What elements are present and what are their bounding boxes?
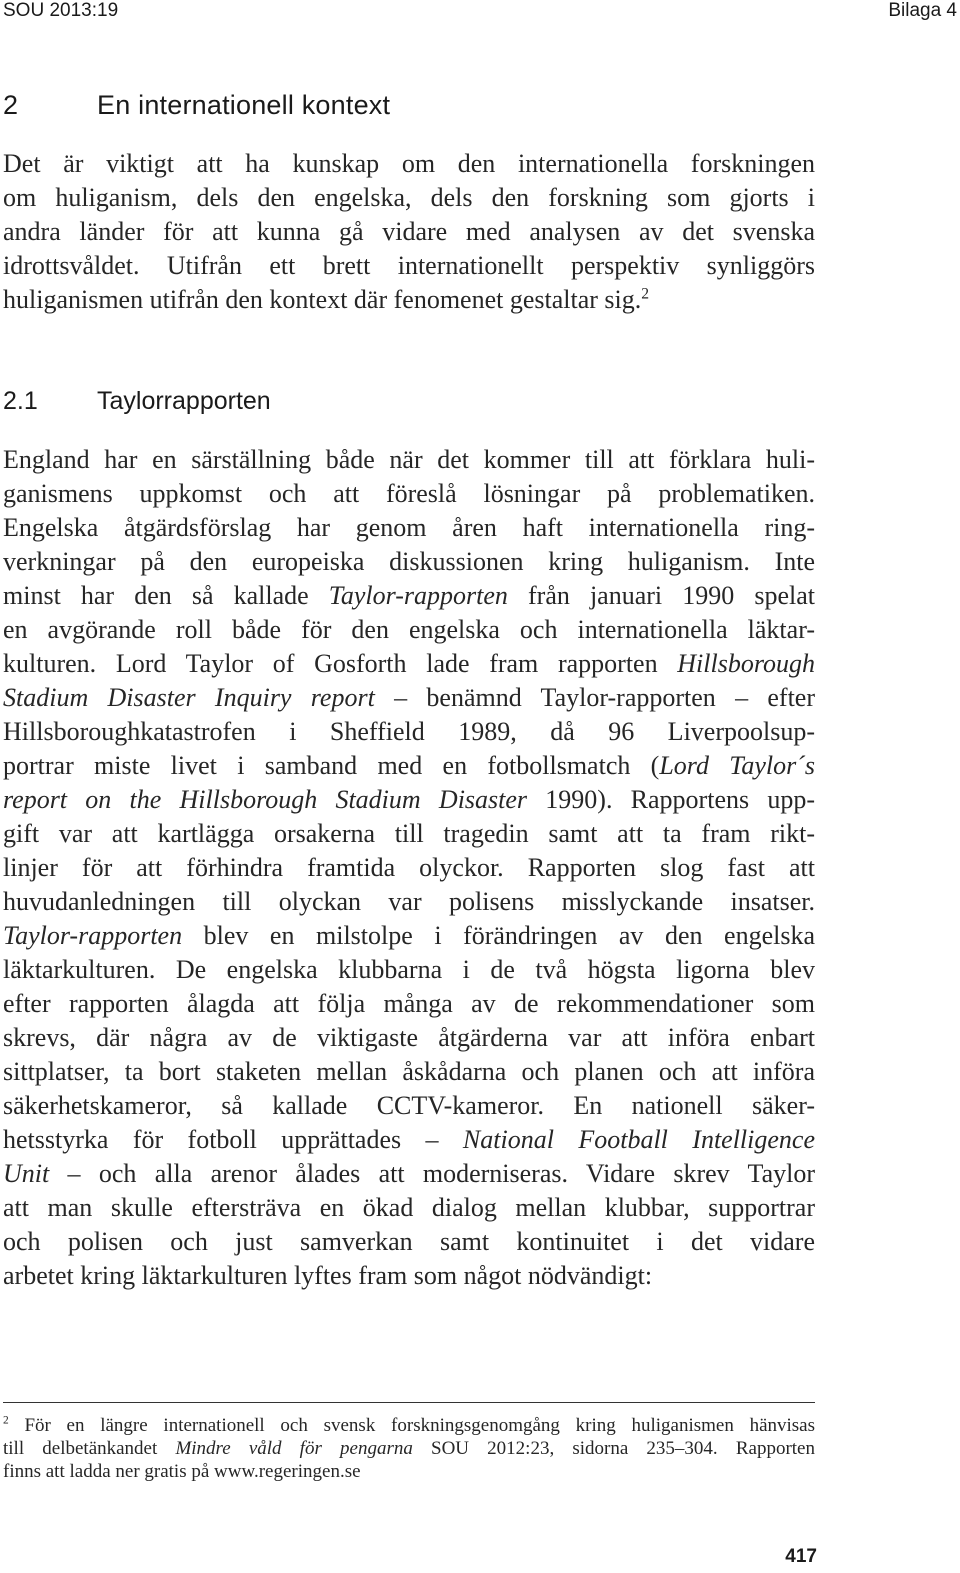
body-line: läktarkulturen. De engelska klubbarna i de två högsta ligorna blev [3, 955, 815, 984]
body-text: portrar miste livet i samband med en fotbollsmatch ( [3, 751, 660, 780]
intro-paragraph [3, 147, 815, 317]
section-number: 2.1 [3, 387, 38, 415]
body-line: ganismens uppkomst och att föreslå lösningar på problematiken. [3, 479, 815, 508]
chapter-heading [3, 88, 390, 122]
body-text: – och alla arenor ålades att moderniseras. Vidare skrev Taylor [49, 1159, 815, 1188]
footnote-text: För en längre internationell och svensk forskningsgenomgång kring huliganismen hänvisas [24, 1415, 815, 1436]
body-text: 1990). Rapportens upp- [527, 785, 815, 814]
body-line: England har en särställning både när det kommer till att förklara huli- [3, 445, 815, 474]
section-title: Taylorrapporten [97, 387, 271, 415]
footnote-reference[interactable]: 2 [641, 285, 650, 303]
body-line [3, 1123, 815, 1157]
body-line [3, 783, 815, 817]
report-title: Mindre våld för pengarna [175, 1438, 413, 1459]
footnote-line [3, 1437, 815, 1460]
body-line: sittplatser, ta bort staketen mellan åskådarna och planen och att införa [3, 1057, 815, 1086]
chapter-title: En internationell kontext [97, 90, 391, 120]
body-text: hetsstyrka för fotboll upprättades – [3, 1125, 463, 1154]
body-line: skrevs, där några av de viktigaste åtgärderna var att införa enbart [3, 1023, 815, 1052]
body-line: verkningar på den europeiska diskussionen kring huliganism. Inte [3, 547, 815, 576]
footnote-text: till delbetänkandet [3, 1438, 176, 1459]
body-text: – benämnd Taylor-rapporten – efter [374, 683, 815, 712]
body-text: minst har den så kallade [3, 581, 329, 610]
body-line [3, 749, 815, 783]
body-line: Engelska åtgärdsförslag har genom åren haft internationella ring- [3, 513, 815, 542]
body-paragraph [3, 443, 815, 1293]
body-line: säkerhetskameror, så kallade CCTV-kameror. En nationell säker- [3, 1091, 815, 1120]
body-line [3, 919, 815, 953]
body-line: och polisen och just samverkan samt kontinuitet i det vidare [3, 1227, 815, 1256]
body-line: linjer för att förhindra framtida olyckor. Rapporten slog fast att [3, 853, 815, 882]
intro-line: Det är viktigt att ha kunskap om den internationella forskningen [3, 149, 815, 178]
section-heading [3, 385, 271, 417]
page-number: 417 [785, 1546, 817, 1567]
body-line: huvudanledningen till olyckan var polisens misslyckande insatser. [3, 887, 815, 916]
intro-line: om huliganism, dels den engelska, dels den forskning som gjorts i [3, 183, 815, 212]
report-title: Lord Taylor´s [659, 751, 815, 780]
unit-name: Unit [3, 1159, 50, 1188]
body-line: att man skulle eftersträva en ökad dialog mellan klubbar, supportrar [3, 1193, 815, 1222]
report-title: Taylor-rapporten [328, 581, 508, 610]
body-text: från januari 1990 spelat [507, 581, 816, 610]
body-line [3, 647, 815, 681]
chapter-number: 2 [3, 90, 19, 120]
body-line: gift var att kartlägga orsakerna till tragedin samt att ta fram rikt- [3, 819, 815, 848]
intro-line: idrottsvåldet. Utifrån ett brett internationellt perspektiv synliggörs [3, 251, 815, 280]
report-title: Taylor-rapporten [3, 921, 183, 950]
unit-name: National Football Intelligence [462, 1125, 815, 1154]
intro-line-text: huliganismen utifrån den kontext där fenomenet gestaltar sig. [3, 285, 642, 314]
footnote-text: SOU 2012:23, sidorna 235–304. Rapporten [412, 1438, 815, 1459]
footnote [3, 1414, 815, 1483]
report-title: report on the Hillsborough Stadium Disaster [3, 785, 528, 814]
body-line: efter rapporten ålagda att följa många av de rekommendationer som [3, 989, 815, 1018]
footnote-marker: 2 [3, 1414, 9, 1427]
body-line: en avgörande roll både för den engelska och internationella läktar- [3, 615, 815, 644]
footnote-line [3, 1414, 815, 1437]
body-line: Hillsboroughkatastrofen i Sheffield 1989, då 96 Liverpoolsup- [3, 717, 815, 746]
footnote-line[interactable]: finns att ladda ner gratis på www.regeringen.se [3, 1461, 361, 1482]
running-header-left: SOU 2013:19 [3, 0, 119, 21]
body-text: blev en milstolpe i förändringen av den engelska [182, 921, 815, 950]
report-title: Stadium Disaster Inquiry report [3, 683, 375, 712]
running-header-right: Bilaga 4 [888, 0, 957, 21]
body-line [3, 579, 815, 613]
body-line [3, 1157, 815, 1191]
body-line: arbetet kring läktarkulturen lyftes fram som något nödvändigt: [3, 1261, 653, 1290]
intro-line: andra länder för att kunna gå vidare med analysen av det svenska [3, 217, 815, 246]
intro-line [3, 283, 815, 317]
body-line [3, 681, 815, 715]
report-title: Hillsborough [677, 649, 815, 678]
footnote-divider [3, 1402, 815, 1403]
body-text: kulturen. Lord Taylor of Gosforth lade fram rapporten [3, 649, 678, 678]
